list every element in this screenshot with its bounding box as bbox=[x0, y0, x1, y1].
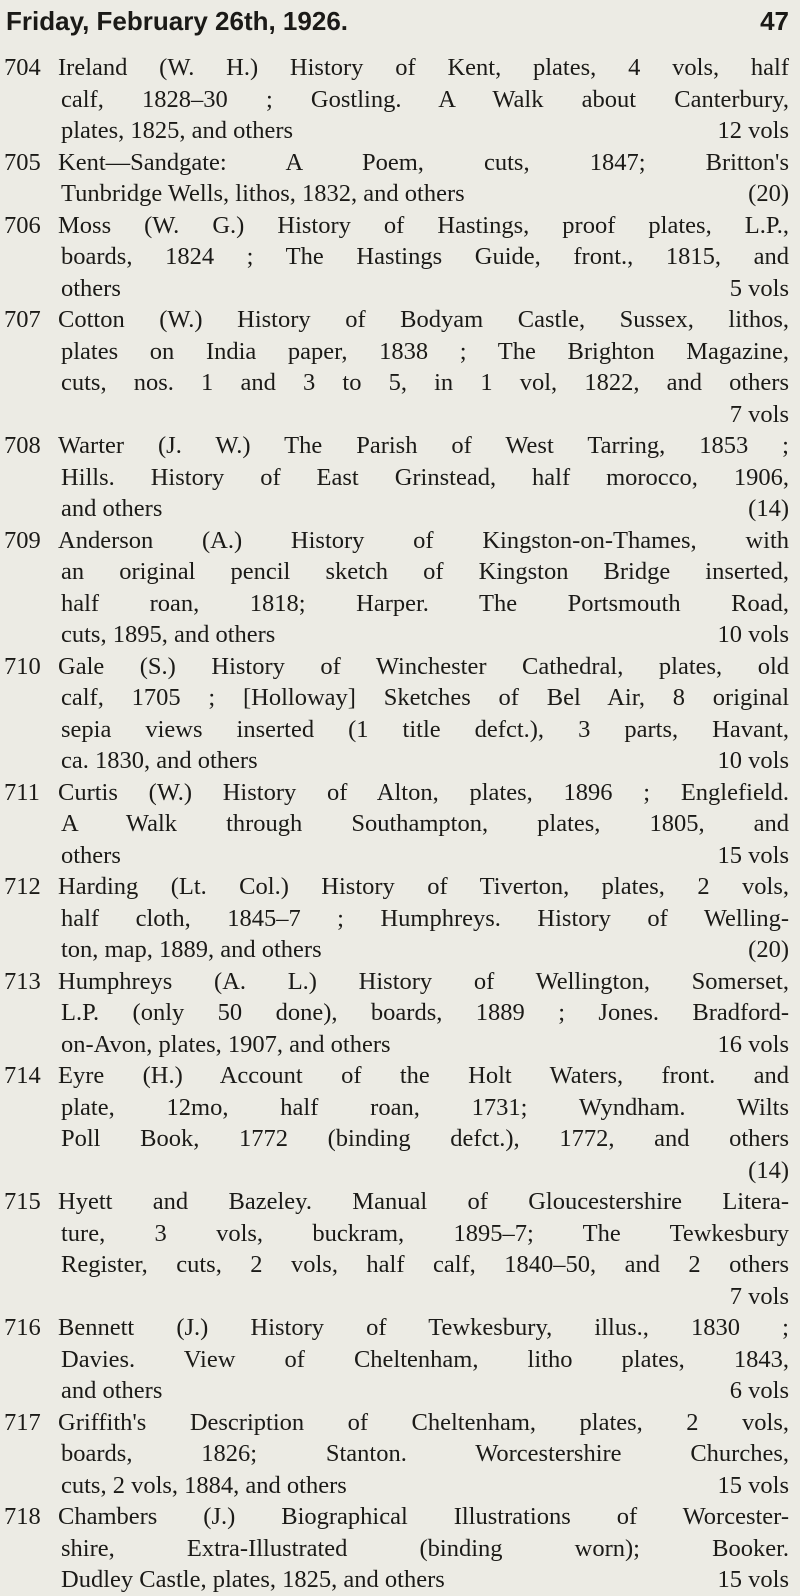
lot-line bbox=[61, 1249, 789, 1281]
lot-line-text: Tunbridge Wells, lithos, 1832, and others bbox=[61, 180, 465, 207]
lot-line-text: Kent—Sandgate: A Poem, cuts, 1847; Britton's bbox=[58, 148, 789, 176]
lot-line bbox=[58, 304, 789, 336]
lot-line bbox=[58, 651, 789, 683]
lot-line bbox=[61, 682, 789, 714]
lot-number: 713 bbox=[4, 967, 41, 995]
lot-quantity: 6 vols bbox=[729, 1377, 789, 1404]
lot-line bbox=[61, 997, 789, 1029]
lot-line-text: ca. 1830, and others bbox=[61, 747, 258, 774]
lot-line-text: ture, 3 vols, buckram, 1895–7; The Tewkesbury bbox=[61, 1219, 789, 1247]
lot-entry bbox=[0, 1407, 800, 1502]
lot-number: 715 bbox=[4, 1188, 41, 1215]
lot-description bbox=[58, 777, 789, 872]
lot-line-text: Poll Book, 1772 (binding defct.), 1772, and others bbox=[61, 1125, 789, 1152]
lot-entry bbox=[0, 777, 800, 872]
lot-description bbox=[58, 525, 789, 651]
lot-line-text: Eyre (H.) Account of the Holt Waters, front. and bbox=[58, 1062, 789, 1089]
lot-line-text: others bbox=[61, 841, 121, 869]
lot-description bbox=[58, 147, 789, 210]
lot-description bbox=[58, 1312, 789, 1407]
lot-line-text: Harding (Lt. Col.) History of Tiverton, plates, 2 vols, bbox=[58, 873, 789, 900]
lot-quantity: 5 vols bbox=[729, 274, 789, 302]
lot-line bbox=[61, 556, 789, 588]
lot-entry bbox=[0, 1501, 800, 1596]
lot-line-text: plate, 12mo, half roan, 1731; Wyndham. Wilts bbox=[61, 1093, 789, 1121]
lot-line-text: Chambers (J.) Biographical Illustrations of Worcester- bbox=[58, 1503, 789, 1530]
lot-line-text: Gale (S.) History of Winchester Cathedral, plates, old bbox=[58, 652, 789, 680]
lot-number: 709 bbox=[4, 526, 41, 554]
lot-number: 707 bbox=[4, 306, 41, 333]
lot-line bbox=[61, 588, 789, 620]
lot-line-text: Humphreys (A. L.) History of Wellington, Somerset, bbox=[58, 967, 789, 995]
lot-line bbox=[61, 84, 789, 116]
lot-line bbox=[61, 1438, 789, 1470]
lot-description bbox=[58, 304, 789, 430]
lot-line bbox=[61, 840, 789, 872]
lot-line bbox=[61, 399, 789, 431]
lot-entry bbox=[0, 525, 800, 651]
lot-number: 710 bbox=[4, 652, 41, 680]
lot-description bbox=[58, 1501, 789, 1596]
lot-quantity: (14) bbox=[748, 1156, 789, 1184]
lot-line-text: Griffith's Description of Cheltenham, plates, 2 vols, bbox=[58, 1408, 789, 1436]
lot-line-text: Davies. View of Cheltenham, litho plates, 1843, bbox=[61, 1345, 789, 1373]
lot-line bbox=[61, 1123, 789, 1155]
lot-quantity: 7 vols bbox=[729, 400, 789, 428]
lot-number: 706 bbox=[4, 211, 41, 239]
lot-description bbox=[58, 430, 789, 525]
lot-line-text: boards, 1824 ; The Hastings Guide, front., 1815, and bbox=[61, 243, 789, 270]
lot-line-text: Hyett and Bazeley. Manual of Gloucestershire Litera- bbox=[58, 1188, 789, 1215]
lot-line bbox=[58, 210, 789, 242]
lot-line bbox=[61, 903, 789, 935]
lot-line-text: on-Avon, plates, 1907, and others bbox=[61, 1030, 391, 1058]
lot-entry bbox=[0, 651, 800, 777]
lot-quantity: 15 vols bbox=[717, 1566, 789, 1593]
lot-line-text: shire, Extra-Illustrated (binding worn); Booker. bbox=[61, 1534, 789, 1562]
lot-quantity: 16 vols bbox=[717, 1030, 789, 1058]
lot-line bbox=[58, 871, 789, 903]
lot-line bbox=[61, 273, 789, 305]
lot-line bbox=[58, 1312, 789, 1344]
lot-line-text: Ireland (W. H.) History of Kent, plates, 4 vols, half bbox=[58, 54, 789, 81]
lot-line-text: plates on India paper, 1838 ; The Brighton Magazine, bbox=[61, 337, 789, 365]
lot-line-text: and others bbox=[61, 495, 163, 522]
lot-description bbox=[58, 210, 789, 305]
lot-line-text: Hills. History of East Grinstead, half morocco, 1906, bbox=[61, 463, 789, 491]
lot-line bbox=[58, 430, 789, 462]
lot-number: 712 bbox=[4, 873, 41, 900]
lot-line bbox=[58, 777, 789, 809]
lot-list bbox=[0, 52, 800, 1596]
lot-line-text: A Walk through Southampton, plates, 1805, and bbox=[61, 810, 789, 837]
lot-entry bbox=[0, 52, 800, 147]
lot-line bbox=[61, 493, 789, 525]
lot-line-text: boards, 1826; Stanton. Worcestershire Churches, bbox=[61, 1440, 789, 1467]
lot-line-text: half cloth, 1845–7 ; Humphreys. History of Welling- bbox=[61, 904, 789, 932]
lot-line-text: Moss (W. G.) History of Hastings, proof plates, L.P., bbox=[58, 211, 789, 239]
lot-entry bbox=[0, 147, 800, 210]
lot-line-text: Curtis (W.) History of Alton, plates, 1896 ; Englefield. bbox=[58, 778, 789, 806]
lot-line-text: cuts, 1895, and others bbox=[61, 621, 276, 648]
lot-line-text: L.P. (only 50 done), boards, 1889 ; Jones. Bradford- bbox=[61, 999, 789, 1026]
lot-line-text: and others bbox=[61, 1377, 163, 1404]
header-date: Friday, February 26th, 1926. bbox=[6, 6, 348, 36]
lot-line-text: Warter (J. W.) The Parish of West Tarring, 1853 ; bbox=[58, 432, 789, 459]
lot-line-text: sepia views inserted (1 title defct.), 3 parts, Havant, bbox=[61, 715, 789, 743]
lot-line bbox=[61, 714, 789, 746]
lot-line bbox=[61, 1281, 789, 1313]
lot-line bbox=[58, 1060, 789, 1092]
lot-line bbox=[58, 147, 789, 179]
lot-description bbox=[58, 1407, 789, 1502]
lot-line bbox=[61, 336, 789, 368]
lot-line bbox=[61, 462, 789, 494]
lot-line-text: Cotton (W.) History of Bodyam Castle, Sussex, lithos, bbox=[58, 306, 789, 333]
lot-entry bbox=[0, 304, 800, 430]
lot-line bbox=[61, 1029, 789, 1061]
lot-description bbox=[58, 1060, 789, 1186]
lot-line-text: calf, 1705 ; [Holloway] Sketches of Bel Air, 8 original bbox=[61, 684, 789, 711]
lot-entry bbox=[0, 1186, 800, 1312]
lot-description bbox=[58, 871, 789, 966]
lot-line bbox=[61, 1533, 789, 1565]
lot-quantity: (14) bbox=[748, 495, 789, 522]
lot-line bbox=[61, 934, 789, 966]
lot-line bbox=[61, 241, 789, 273]
lot-line bbox=[58, 1407, 789, 1439]
lot-line bbox=[61, 1344, 789, 1376]
lot-number: 711 bbox=[4, 778, 40, 806]
lot-entry bbox=[0, 1060, 800, 1186]
lot-line-text: Dudley Castle, plates, 1825, and others bbox=[61, 1566, 445, 1593]
lot-quantity: 10 vols bbox=[717, 747, 789, 774]
lot-line bbox=[61, 1470, 789, 1502]
lot-line bbox=[58, 1501, 789, 1533]
lot-line bbox=[61, 1092, 789, 1124]
lot-line bbox=[58, 52, 789, 84]
lot-number: 708 bbox=[4, 432, 41, 459]
lot-line-text: half roan, 1818; Harper. The Portsmouth Road, bbox=[61, 589, 789, 617]
lot-line-text: ton, map, 1889, and others bbox=[61, 936, 322, 963]
lot-entry bbox=[0, 871, 800, 966]
lot-description bbox=[58, 651, 789, 777]
lot-line-text: Register, cuts, 2 vols, half calf, 1840–50, and 2 others bbox=[61, 1251, 789, 1278]
lot-line bbox=[61, 745, 789, 777]
lot-description bbox=[58, 52, 789, 147]
lot-line bbox=[61, 115, 789, 147]
lot-line-text: calf, 1828–30 ; Gostling. A Walk about Canterbury, bbox=[61, 85, 789, 113]
lot-description bbox=[58, 1186, 789, 1312]
lot-line bbox=[61, 1155, 789, 1187]
page-header bbox=[6, 4, 789, 38]
lot-quantity: 7 vols bbox=[729, 1282, 789, 1310]
lot-line-text: cuts, 2 vols, 1884, and others bbox=[61, 1471, 347, 1499]
lot-quantity: 15 vols bbox=[717, 841, 789, 869]
page-number: 47 bbox=[760, 6, 789, 36]
lot-line bbox=[61, 619, 789, 651]
lot-line bbox=[58, 525, 789, 557]
lot-quantity: 10 vols bbox=[717, 621, 789, 648]
lot-number: 718 bbox=[4, 1503, 41, 1530]
lot-entry bbox=[0, 430, 800, 525]
lot-line-text: an original pencil sketch of Kingston Bridge inserted, bbox=[61, 558, 789, 585]
lot-quantity: 15 vols bbox=[717, 1471, 789, 1499]
lot-number: 717 bbox=[4, 1408, 41, 1436]
lot-line bbox=[61, 367, 789, 399]
lot-quantity: (20) bbox=[748, 936, 789, 963]
lot-number: 714 bbox=[4, 1062, 41, 1089]
lot-line bbox=[61, 808, 789, 840]
lot-line bbox=[61, 1375, 789, 1407]
lot-description bbox=[58, 966, 789, 1061]
lot-number: 705 bbox=[4, 148, 41, 176]
lot-quantity: 12 vols bbox=[717, 117, 789, 144]
lot-line-text: Bennett (J.) History of Tewkesbury, illus., 1830 ; bbox=[58, 1314, 789, 1341]
lot-entry bbox=[0, 966, 800, 1061]
lot-line bbox=[61, 1564, 789, 1596]
lot-quantity: (20) bbox=[748, 180, 789, 207]
lot-number: 716 bbox=[4, 1314, 41, 1341]
lot-line-text: Anderson (A.) History of Kingston-on-Thames, with bbox=[58, 526, 789, 554]
lot-line-text: plates, 1825, and others bbox=[61, 117, 294, 144]
lot-line-text: others bbox=[61, 274, 121, 302]
lot-line bbox=[58, 966, 789, 998]
lot-entry bbox=[0, 1312, 800, 1407]
lot-line-text: cuts, nos. 1 and 3 to 5, in 1 vol, 1822, and others bbox=[61, 369, 789, 396]
lot-line bbox=[61, 1218, 789, 1250]
lot-line bbox=[61, 178, 789, 210]
lot-number: 704 bbox=[4, 54, 41, 81]
lot-entry bbox=[0, 210, 800, 305]
lot-line bbox=[58, 1186, 789, 1218]
